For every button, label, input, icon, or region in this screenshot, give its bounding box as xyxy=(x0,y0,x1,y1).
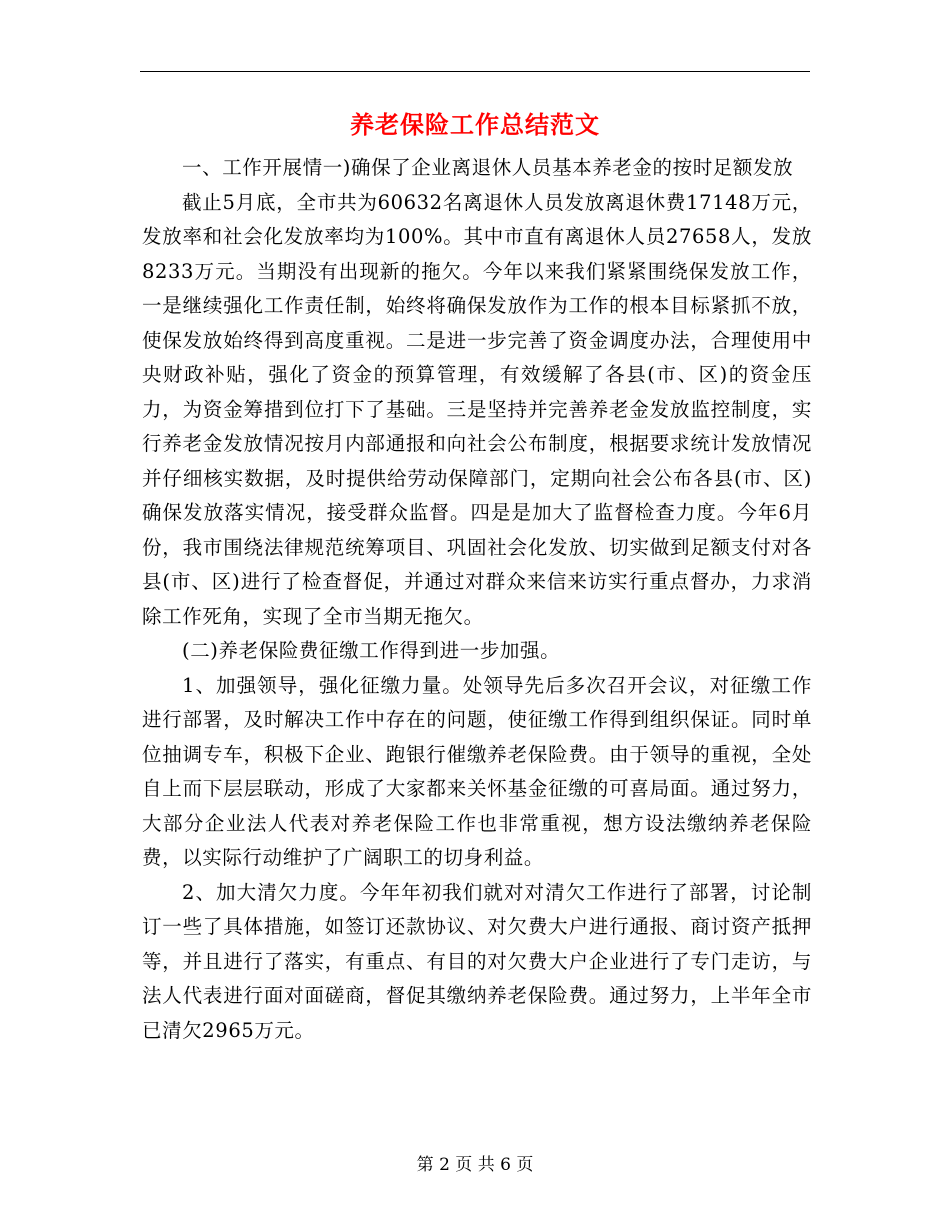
header-rule xyxy=(140,71,810,72)
document-title: 养老保险工作总结范文 xyxy=(350,110,600,139)
page-footer: 第 2 页 共 6 页 xyxy=(416,1155,534,1175)
paragraph: 截止5月底，全市共为60632名离退休人员发放离退休费17148万元，发放率和社会化发放率均为100%。其中市直有离退休人员27658人，发放8233万元。当期没有出现新的拖欠。今年以来我们紧紧围绕保发放工作，一是继续强化工作责任制，始终将确保发放作为工作的根本目标紧抓不放，使保发放始终得到高度重视。二是进一步完善了资金调度办法，合理使用中央财政补贴，强化了资金的预算管理，有效缓解了各县(市、区)的资金压力，为资金筹措到位打下了基础。三是坚持并完善养老金发放监控制度，实行养老金发放情况按月内部通报和向社会公布制度，根据要求统计发放情况并仔细核实数据，及时提供给劳动保障部门，定期向社会公布各县(市、区)确保发放落实情况，接受群众监督。四是是加大了监督检查力度。今年6月份，我市围绕法律规范统筹项目、巩固社会化发放、切实做到足额支付对各县(市、区)进行了检查督促，并通过对群众来信来访实行重点督办，力求消除工作死角，实现了全市当期无拖欠。 xyxy=(142,190,812,628)
paragraph: (二)养老保险费征缴工作得到进一步加强。 xyxy=(182,639,561,662)
paragraph: 一、工作开展情一)确保了企业离退休人员基本养老金的按时足额发放 xyxy=(182,156,794,179)
paragraph: 1、加强领导，强化征缴力量。处领导先后多次召开会议，对征缴工作进行部署，及时解决工作中存在的问题，使征缴工作得到组织保证。同时单位抽调专车，积极下企业、跑银行催缴养老保险费。由于领导的重视，全处自上而下层层联动，形成了大家都来关怀基金征缴的可喜局面。通过努力，大部分企业法人代表对养老保险工作也非常重视，想方设法缴纳养老保险费，以实际行动维护了广阔职工的切身利益。 xyxy=(142,673,812,869)
document-body xyxy=(142,151,812,1048)
paragraph: 2、加大清欠力度。今年年初我们就对对清欠工作进行了部署，讨论制订一些了具体措施，如签订还款协议、对欠费大户进行通报、商讨资产抵押等，并且进行了落实，有重点、有目的对欠费大户企业进行了专门走访，与法人代表进行面对面磋商，督促其缴纳养老保险费。通过努力，上半年全市已清欠2965万元。 xyxy=(142,880,812,1042)
